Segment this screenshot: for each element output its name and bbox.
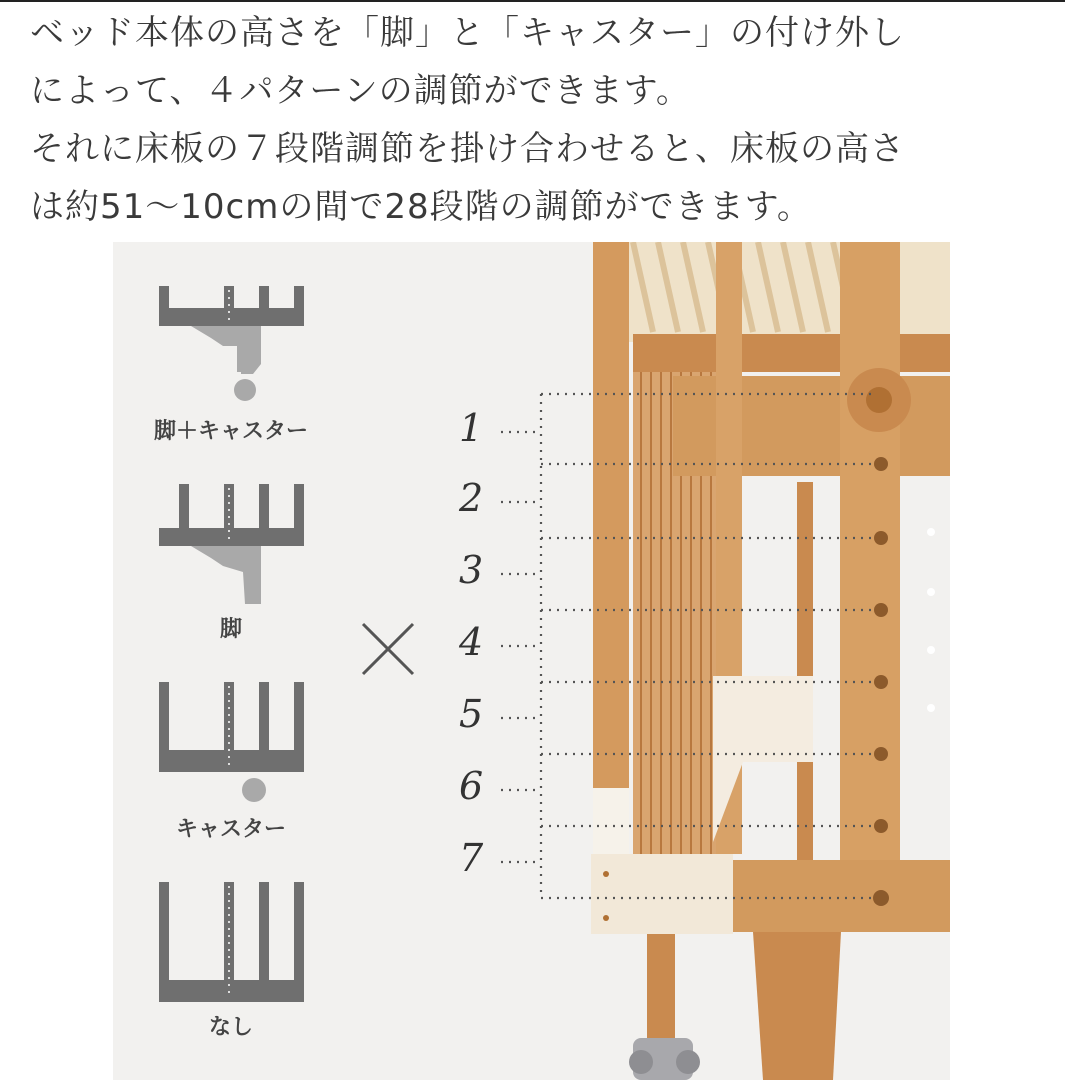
level-number-1: 1 [459,406,484,450]
level-number-7: 7 [459,836,484,880]
level-number-3: 3 [459,548,484,592]
pattern-label-caster: キャスター [175,817,286,842]
level-number-6: 6 [459,764,484,808]
pattern-label-leg: 脚 [219,617,242,642]
intro-text [30,4,1050,236]
pattern-label-leg-caster: 脚＋キャスター [153,419,308,444]
level-number-5: 5 [459,692,484,736]
top-border [0,0,1065,2]
intro-line-4: は約51〜10cmの間で28段階の調節ができます。 [30,187,812,227]
intro-line-1: ベッド本体の高さを「脚」と「キャスター」の付け外し [30,13,905,53]
intro-line-2: によって、４パターンの調節ができます。 [30,71,691,111]
level-number-4: 4 [459,620,484,664]
bed-height-figure-layer [113,242,950,1080]
pattern-label-none: なし [208,1015,253,1040]
figure-main-drawing [113,242,950,1080]
intro-line-3: それに床板の７段階調節を掛け合わせると、床板の高さ [30,129,905,169]
level-number-2: 2 [459,476,484,520]
